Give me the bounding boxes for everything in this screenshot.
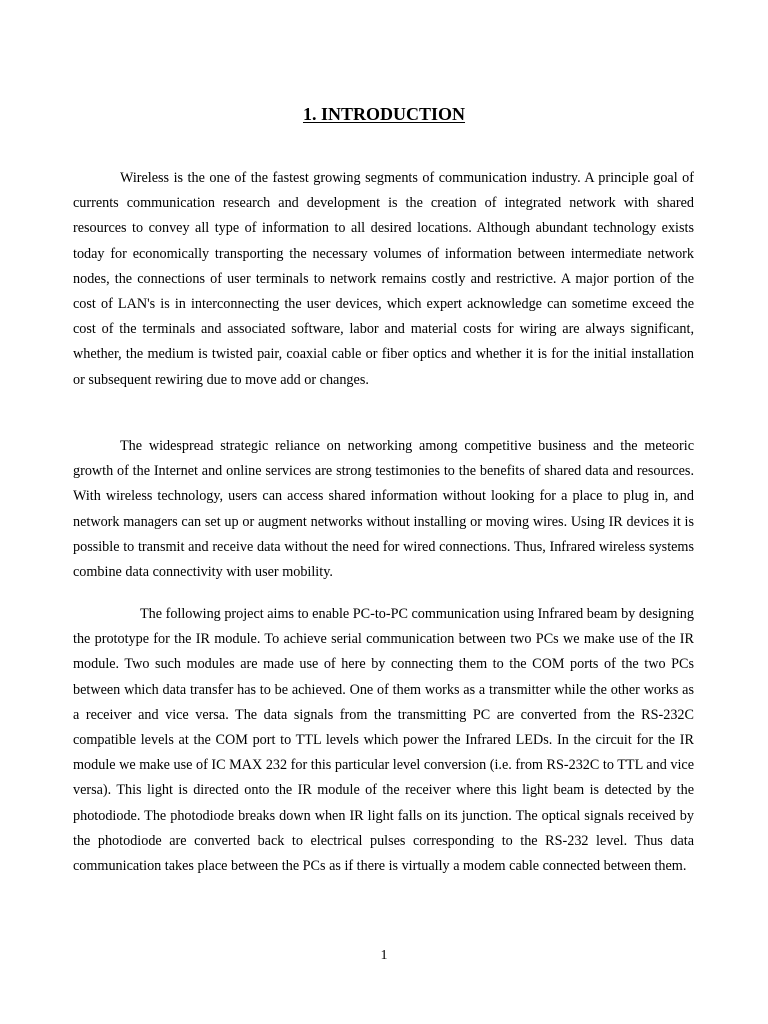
page-number: 1 bbox=[380, 948, 388, 963]
section-title: 1. INTRODUCTION bbox=[302, 104, 466, 124]
paragraph-wireless-intro: Wireless is the one of the fastest growing segments of communication industry. A principle goal of currents communication research and development is the creation of integrated network with shared resources to convey all type of information to all desired locations. Although abundant technology exists today for economically transporting the necessary volumes of information between intermediate network nodes, the connections of user terminals to network remains costly and restrictive. A major portion of the cost of LAN's is in interconnecting the user devices, which expert acknowledge can sometime exceed the cost of the terminals and associated software, labor and material costs for wiring are always significant, whether, the medium is twisted pair, coaxial cable or fiber optics and whether it is for the initial installation or subsequent rewiring due to move add or changes. bbox=[73, 170, 694, 388]
paragraph-networking-reliance: The widespread strategic reliance on networking among competitive business and the meteoric growth of the Internet and online services are strong testimonies to the benefits of shared data and resources. With wireless technology, users can access shared information without looking for a place to plug in, and network managers can set up or augment networks without installing or moving wires. Using IR devices it is possible to transmit and receive data without the need for wired connections. Thus, Infrared wireless systems combine data connectivity with user mobility. bbox=[73, 438, 694, 581]
paragraph-project-description: The following project aims to enable PC-to-PC communication using Infrared beam by designing the prototype for the IR module. To achieve serial communication between two PCs we make use of the IR module. Two such modules are made use of here by connecting them to the COM ports of the two PCs between which data transfer has to be achieved. One of them works as a transmitter while the other works as a receiver and vice versa. The data signals from the transmitting PC are converted from the RS-232C compatible levels at the COM port to TTL levels which power the Infrared LEDs. In the circuit for the IR module we make use of IC MAX 232 for this particular level conversion (i.e. from RS-232C to TTL and vice versa). This light is directed onto the IR module of the receiver where this light beam is detected by the photodiode. The photodiode breaks down when IR light falls on its junction. The optical signals received by the photodiode are converted back to electrical pulses corresponding to the RS-232 level. Thus data communication takes place between the PCs as if there is virtually a modem cable connected between them. bbox=[73, 606, 694, 875]
